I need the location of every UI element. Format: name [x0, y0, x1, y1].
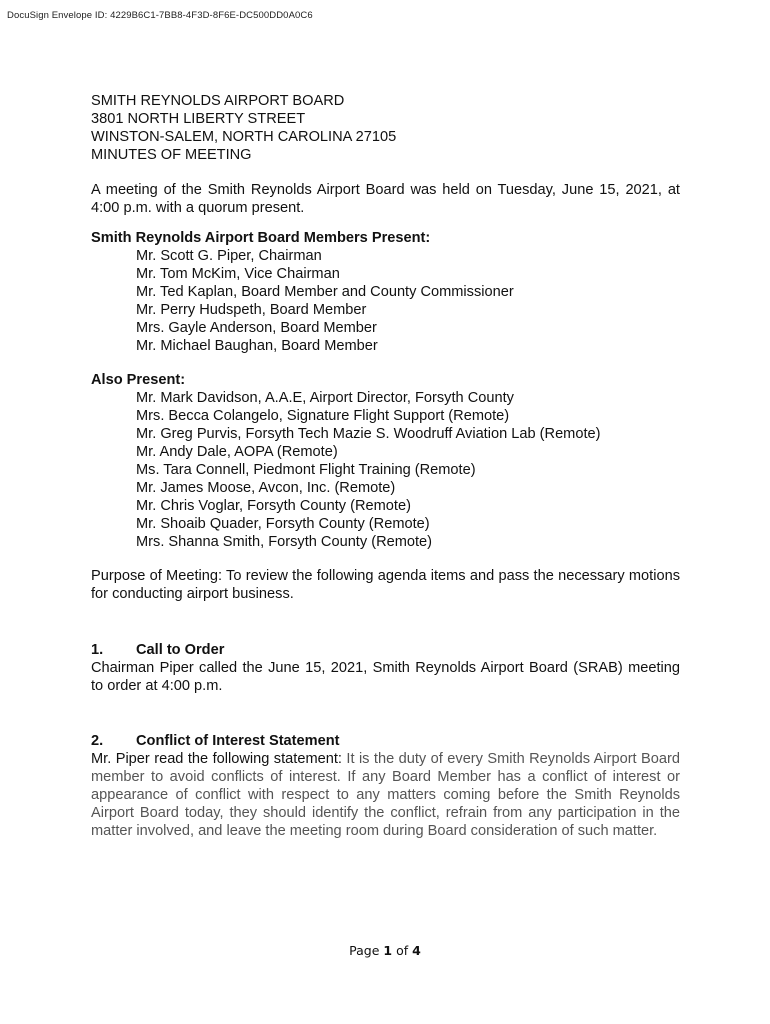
members-present-heading: Smith Reynolds Airport Board Members Present:: [91, 230, 431, 246]
attendee-name: Mr. James Moose, Avcon, Inc. (Remote): [136, 480, 396, 496]
attendee-name: Mrs. Becca Colangelo, Signature Flight Support (Remote): [136, 408, 510, 424]
agenda-item-heading: [91, 732, 680, 750]
minutes-document: [91, 92, 680, 840]
docusign-envelope-id: DocuSign Envelope ID: 4229B6C1-7BB8-4F3D-8F6E-DC500DD0A0C6: [7, 10, 313, 21]
attendee-name: Ms. Tara Connell, Piedmont Flight Training (Remote): [136, 462, 476, 478]
attendee-name: Mr. Shoaib Quader, Forsyth County (Remote): [136, 516, 430, 532]
page-label-prefix: Page: [349, 943, 384, 958]
agenda-item-heading: [91, 641, 680, 659]
header-doc-title: MINUTES OF MEETING: [91, 147, 252, 163]
attendee-name: Mr. Chris Voglar, Forsyth County (Remote): [136, 498, 411, 514]
agenda-item-number: 2.: [91, 733, 104, 749]
agenda-item-title: Call to Order: [136, 642, 225, 658]
document-header: [91, 92, 680, 164]
agenda-item-number: 1.: [91, 642, 104, 658]
members-present-section: [91, 229, 680, 355]
attendee-name: Mr. Mark Davidson, A.A.E, Airport Director, Forsyth County: [136, 390, 514, 406]
member-name: Mr. Perry Hudspeth, Board Member: [136, 302, 367, 318]
attendee-name: Mr. Andy Dale, AOPA (Remote): [136, 444, 338, 460]
agenda-item-conflict-of-interest: [91, 732, 680, 840]
member-name: Mrs. Gayle Anderson, Board Member: [136, 320, 377, 336]
total-pages-number: 4: [412, 943, 421, 958]
also-present-heading: Also Present:: [91, 372, 186, 388]
member-name: Mr. Scott G. Piper, Chairman: [136, 248, 322, 264]
page-footer: [0, 943, 770, 958]
header-street: 3801 NORTH LIBERTY STREET: [91, 111, 306, 127]
agenda-item-body: [91, 750, 680, 840]
member-name: Mr. Michael Baughan, Board Member: [136, 338, 378, 354]
purpose-paragraph: Purpose of Meeting: To review the following agenda items and pass the necessary motions for conducting airport business.: [91, 568, 680, 602]
attendee-name: Mr. Greg Purvis, Forsyth Tech Mazie S. Woodruff Aviation Lab (Remote): [136, 426, 601, 442]
agenda-item-body: Chairman Piper called the June 15, 2021, Smith Reynolds Airport Board (SRAB) meeting to order at 4:00 p.m.: [91, 660, 680, 694]
statement-lead: Mr. Piper read the following statement:: [91, 751, 342, 767]
agenda-item-title: Conflict of Interest Statement: [136, 733, 340, 749]
member-name: Mr. Ted Kaplan, Board Member and County Commissioner: [136, 284, 514, 300]
current-page-number: 1: [383, 943, 393, 958]
header-org-name: SMITH REYNOLDS AIRPORT BOARD: [91, 93, 345, 109]
also-present-section: [91, 371, 680, 551]
attendee-name: Mrs. Shanna Smith, Forsyth County (Remote): [136, 534, 433, 550]
page-label-of: of: [392, 943, 413, 958]
header-city: WINSTON-SALEM, NORTH CAROLINA 27105: [91, 129, 397, 145]
intro-paragraph: A meeting of the Smith Reynolds Airport Board was held on Tuesday, June 15, 2021, at 4:00 p.m. with a quorum present.: [91, 182, 680, 216]
member-name: Mr. Tom McKim, Vice Chairman: [136, 266, 340, 282]
agenda-item-call-to-order: [91, 641, 680, 695]
conflict-statement-text: It is the duty of every Smith Reynolds Airport Board member to avoid conflicts of interest. If any Board Member has a conflict of interest or appearance of conflict with respect to any matters coming before the Smith Reynolds Airport Board today, they should identify the conflict, refrain from any participation in the matter involved, and leave the meeting room during Board consideration of such matter.: [91, 751, 680, 839]
